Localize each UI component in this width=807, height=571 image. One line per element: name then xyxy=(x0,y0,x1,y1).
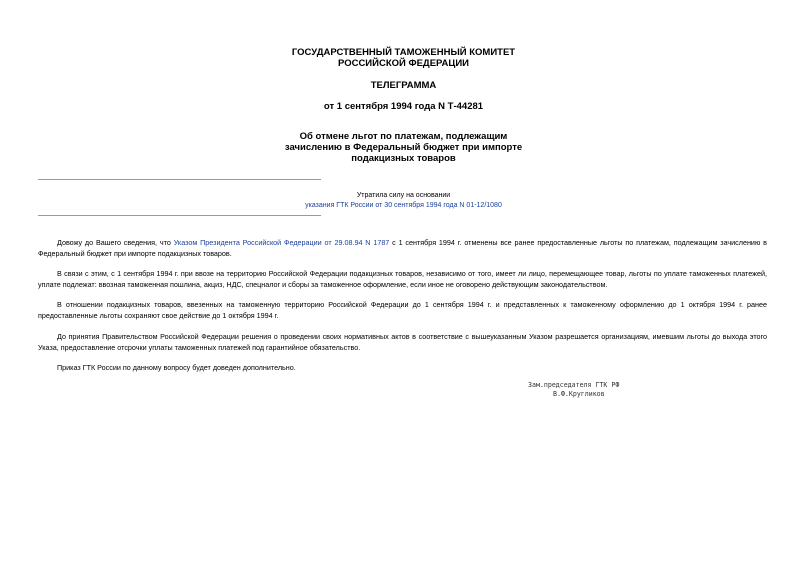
doc-type: ТЕЛЕГРАММА xyxy=(370,80,437,91)
paragraph-5: Приказ ГТК России по данному вопросу будет доведен дополнительно. xyxy=(57,363,296,372)
org-name-line2: РОССИЙСКОЙ ФЕДЕРАЦИИ xyxy=(337,58,469,69)
divider-top xyxy=(38,179,321,180)
paragraph-1-text-end: с 1 сентября 1994 г. отменены все ранее предоставленные льготы по платежам, подлежащим зачислению в Федеральный бюджет при импорте подакцизных товаров. xyxy=(38,238,767,258)
signature-position: Зам.председателя ГТК РФ xyxy=(528,381,620,389)
doc-date: от 1 сентября 1994 года N Т-44281 xyxy=(323,101,484,112)
basis-document-link[interactable]: указания ГТК России от 30 сентября 1994 года N 01-12/1080 xyxy=(305,202,502,209)
doc-title-line3: подакцизных товаров xyxy=(351,153,456,164)
basis-link-row xyxy=(0,201,807,210)
paragraph-2: В связи с этим, с 1 сентября 1994 г. при ввозе на территорию Российской Федерации подакцизных товаров, независимо от того, имеет ли лицо, перемещающее товар, льготы по уплате таможенных платежей, уплате подлежат: ввозная таможенная пошлина, акциз, НДС, спецналог и сборы за таможенное оформление, если иное не оговорено действующим законодательством. xyxy=(38,269,767,289)
paragraph-4: До принятия Правительством Российской Федерации решения о проведении своих нормативных актов в соответствие с вышеуказанным Указом разрешается организациям, имевшим льготы до выхода этого Указа, предоставление отсрочки уплаты таможенных платежей под гарантийное обязательство. xyxy=(38,332,767,352)
paragraph-1-text-start: Довожу до Вашего сведения, что xyxy=(57,238,174,247)
lost-force-note: Утратила силу на основании xyxy=(356,192,451,199)
divider-bottom xyxy=(38,215,321,216)
org-name-line1: ГОСУДАРСТВЕННЫЙ ТАМОЖЕННЫЙ КОМИТЕТ xyxy=(291,47,516,58)
decree-link[interactable]: Указом Президента Российской Федерации от 29.08.94 N 1787 xyxy=(173,238,390,247)
signature-name: В.Ф.Кругликов xyxy=(553,390,605,398)
doc-title-line1: Об отмене льгот по платежам, подлежащим xyxy=(299,131,508,142)
paragraph-1 xyxy=(38,238,767,259)
paragraph-3: В отношении подакцизных товаров, ввезенных на таможенную территорию Российской Федерации до 1 сентября 1994 г. и представленных к таможенному оформлению до 1 октября 1994 г. ранее предоставленные льготы сохраняют свое действие до 1 октября 1994 г. xyxy=(38,300,767,320)
doc-title-line2: зачислению в Федеральный бюджет при импорте xyxy=(284,142,523,153)
